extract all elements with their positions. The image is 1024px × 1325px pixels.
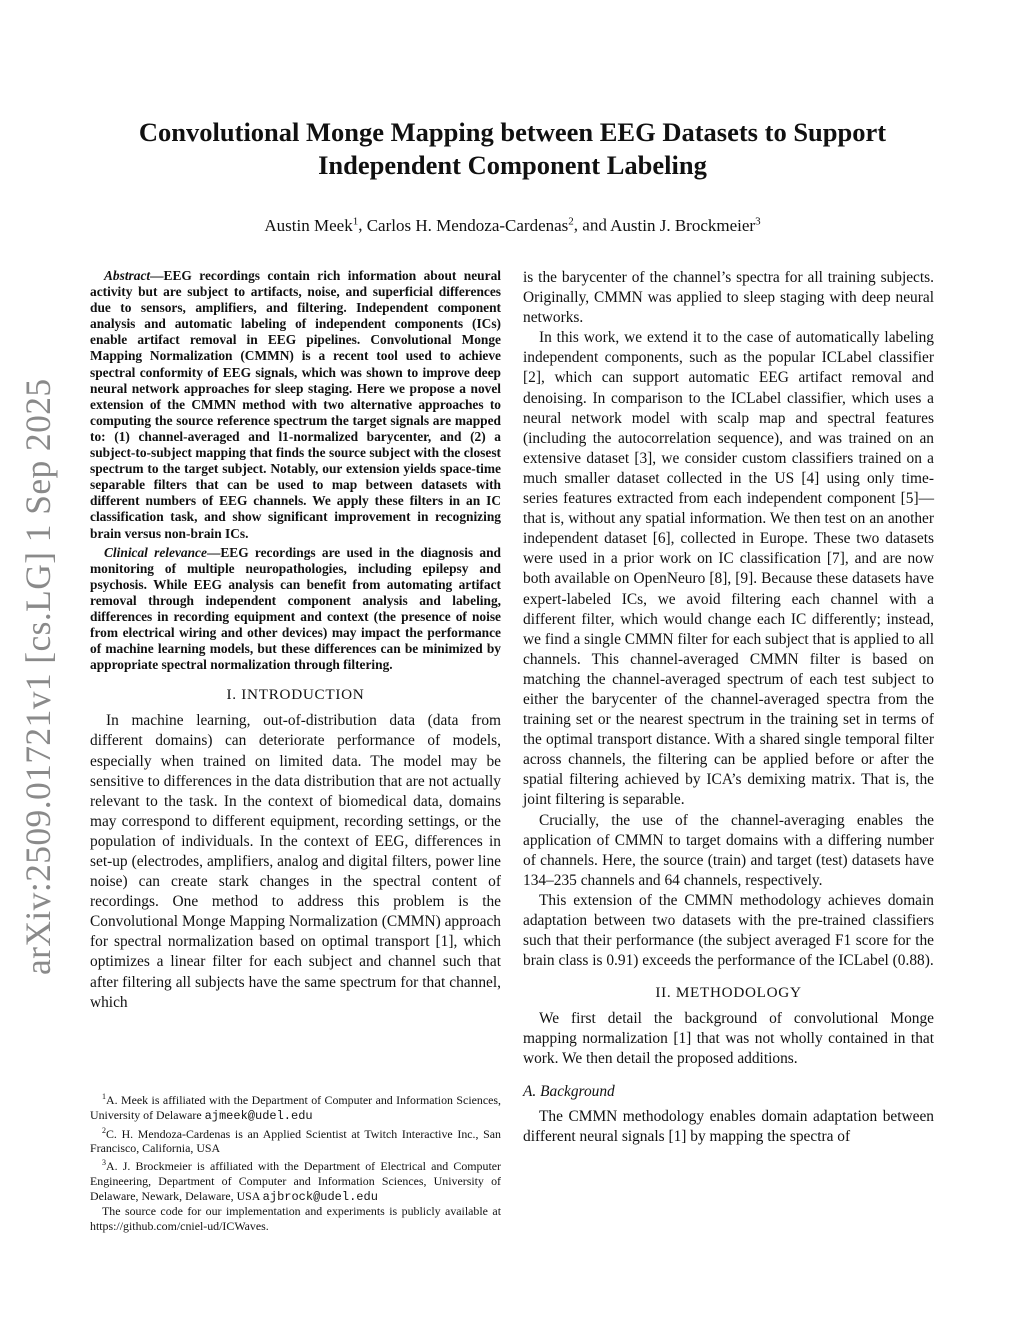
author-list: Austin Meek$^1$, Carlos H. Mendoza-Cardenas$^2$, and Austin J. Brockmeier$^3$ xyxy=(264,215,761,235)
author-3: Austin J. Brockmeier$^3$ xyxy=(610,215,761,235)
footnote-2: $^2$C. H. Mendoza-Cardenas is an Applied Scientist at Twitch Interactive Inc., San Francisco, California, USA xyxy=(90,1125,501,1156)
author-2: Carlos H. Mendoza-Cardenas$^2$ xyxy=(366,215,574,235)
abstract-label: Abstract xyxy=(104,268,151,283)
footnotes xyxy=(90,1090,501,1234)
abstract-text: —EEG recordings contain rich information about neural activity but are subject to artifacts, noise, and superficial differences due to sensors, amplifiers, and filtering. Independent component analysis and automatic labeling of independent components (ICs) enable artifact removal in EEG pipelines. Convolutional Monge Mapping Normalization (CMMN) is a recent tool used to achieve spectral conformity of EEG signals, which was shown to improve deep neural network approaches for sleep staging. Here we propose a novel extension of the CMMN method with two alternative approaches to computing the source reference spectrum the target signals are mapped to: (1) channel-averaged and l1-normalized barycenter, and (2) a subject-to-subject mapping that finds the source subject with the closest spectrum to the target subject. Notably, our extension yields space-time separable filters that can be used to map between datasets with different numbers of EEG channels. We apply these filters in an IC classification task, and show significant improvement in recognizing brain versus non-brain ICs. xyxy=(90,268,501,541)
footnote-code: The source code for our implementation and experiments is publicly available at https://github.com/cniel-ud/ICWaves. xyxy=(90,1204,501,1234)
footnote-3: $^3$A. J. Brockmeier is affiliated with the Department of Electrical and Computer Engineering, Department of Computer and Information Sciences, University of Delaware, Newark, Delaware, USA ajbrock@udel.edu xyxy=(90,1158,501,1204)
arxiv-stamp: arXiv:2509.01721v1 [cs.LG] 1 Sep 2025 xyxy=(18,378,58,975)
abstract xyxy=(90,268,501,542)
intro-paragraph-3: Crucially, the use of the channel-averaging enables the application of CMMN to target domains with a differing number of channels. Here, the source (train) and target (test) datasets have 134–235 channels and 64 channels, respectively. xyxy=(523,811,934,889)
background-paragraph-1: The CMMN methodology enables domain adaptation between different neural signals [1] by mapping the spectra of xyxy=(523,1107,934,1145)
clinical-relevance xyxy=(90,545,501,674)
intro-paragraph-1: In machine learning, out-of-distribution data (data from different domains) can deteriorate performance of models, especially when trained on limited data. The model may be sensitive to differences in the data distribution that are not actually relevant to the task. In the context of biomedical data, domains may correspond to different equipment, recording settings, or the population of individuals. In the context of EEG, differences in set-up (electrodes, amplifiers, analog and digital filters, power line noise) can create stark changes in the spectral content of recordings. One method to address this problem is the Convolutional Monge Mapping Normalization (CMMN) approach for spectral normalization based on optimal transport [1], which optimizes a linear filter for each subject and channel such that after filtering all subjects have the same spectrum for that channel, which xyxy=(90,712,501,1011)
paper-title: Convolutional Monge Mapping between EEG Datasets to Support Independent Component Labeling xyxy=(138,117,887,180)
left-column xyxy=(90,268,501,1013)
author-1: Austin Meek$^1$ xyxy=(264,215,359,235)
intro-paragraph-4: This extension of the CMMN methodology achieves domain adaptation between two datasets with the pre-trained classifiers such that their performance (the subject averaged F1 score for the brain class is 0.91) exceeds the performance of the ICLabel (0.88). xyxy=(523,891,934,970)
subsection-heading-background: A. Background xyxy=(523,1082,615,1100)
clinical-relevance-text: —EEG recordings are used in the diagnosis and monitoring of multiple neuropathologies, including epilepsy and psychosis. While EEG analysis can benefit from automating artifact removal through independent component analysis and labeling, differences in recording equipment and context (the presence of noise from electrical wiring and other devices) may impact the performance of machine learning models, but these differences can be minimized by appropriate spectral normalization through filtering. xyxy=(90,544,501,673)
intro-paragraph-2: In this work, we extend it to the case of automatically labeling independent components, such as the popular ICLabel classifier [2], which can support automatic EEG artifact removal and denoising. In comparison to the ICLabel classifier, which uses a neural network model with scalp map and spectral features (including the autocorrelation sequence), and was trained on an extensive dataset [3], we consider custom classifiers trained on a much smaller dataset collected in the US [4] using only time-series features extracted from each independent component [5]—that is, without any spatial information. We then test on an another independent dataset [6], collected in Europe. These two datasets were used in a prior work on IC classification [7], and are now both available on OpenNeuro [8], [9]. Because these datasets have expert-labeled ICs, we avoid filtering each channel with a different filter, which would change each IC differently; instead, we find a single CMMN filter for each subject that is applied to all channels. This channel-averaged CMMN filter is based on matching the channel-averaged spectrum of each test subject to either the barycenter of the channel-averaged spectra from the training set or the nearest spectrum in the training set in terms of the optimal transport distance. With a shared single temporal filter across channels, the filtering can be applied before or after the spatial filtering achieved by ICA’s demixing matrix. That is, the joint filtering is separable. xyxy=(523,329,934,809)
section-heading-methodology: II. METHODOLOGY xyxy=(655,984,802,1002)
right-column xyxy=(523,268,934,1147)
intro-paragraph-1-continued: is the barycenter of the channel’s spectra for all training subjects. Originally, CMMN was applied to sleep staging with deep neural networks. xyxy=(523,269,934,327)
clinical-relevance-label: Clinical relevance xyxy=(104,544,207,560)
section-heading-introduction: I. INTRODUCTION xyxy=(226,686,365,704)
email-link[interactable]: ajbrock@udel.edu xyxy=(262,1189,378,1204)
methodology-paragraph-1: We first detail the background of convolutional Monge mapping normalization [1] that was not wholly contained in that work. We then detail the proposed additions. xyxy=(523,1010,934,1068)
email-link[interactable]: ajmeek@udel.edu xyxy=(204,1108,313,1123)
footnote-1: $^1$A. Meek is affiliated with the Department of Computer and Information Sciences, University of Delaware ajmeek@udel.edu xyxy=(90,1092,501,1123)
